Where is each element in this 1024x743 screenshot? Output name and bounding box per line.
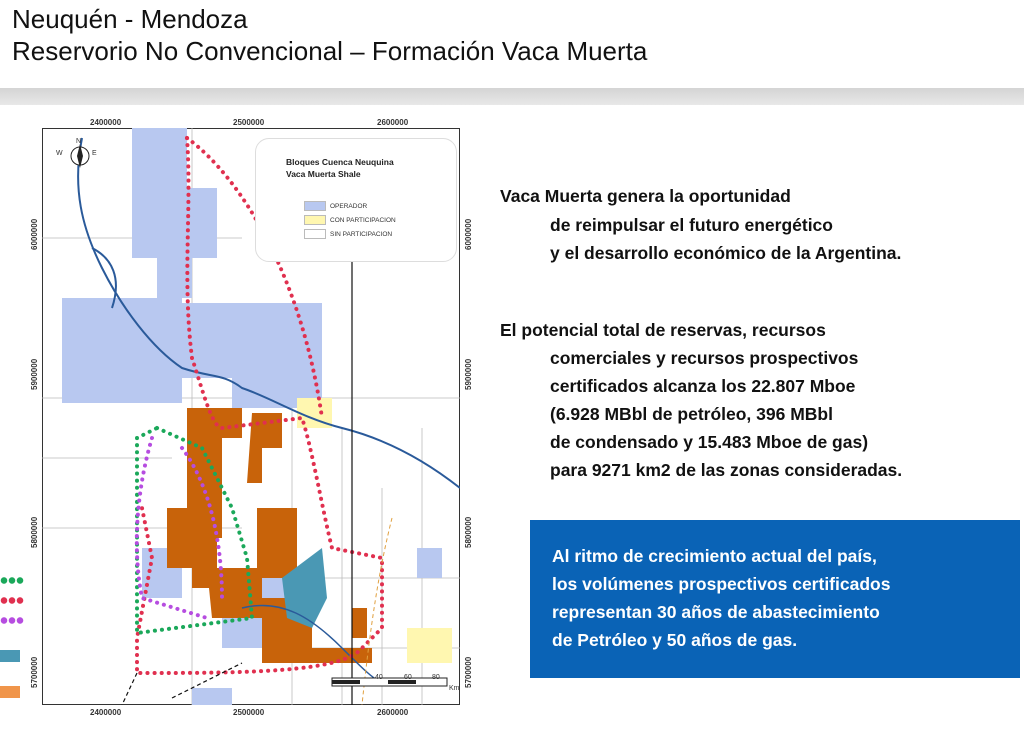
highlight-box [530,520,1020,678]
paragraph-2-line: certificados alcanza los 22.807 Mboe [550,376,856,396]
legend-green-dots [0,577,24,584]
paragraph-2-line: (6.928 MBbl de petróleo, 396 MBbl [550,404,833,424]
paragraph-2-line: de condensado y 15.483 Mboe de gas) [550,432,869,452]
paragraph-1-line: y el desarrollo económico de la Argentina. [550,243,902,263]
y-tick-left: 5700000 [30,656,39,688]
x-tick-bottom: 2600000 [377,708,409,717]
legend-red-dots [0,597,24,604]
scale-label: 40 [375,674,383,681]
compass-e: E [92,150,97,157]
scale-label: 60 [404,674,412,681]
y-tick-right: 5700000 [464,656,473,688]
map-legend [255,138,457,262]
highlight-line: Al ritmo de crecimiento actual del país, [552,546,877,566]
legend-item-operador: OPERADOR [304,201,367,211]
highlight-line: los volúmenes prospectivos certificados [552,574,891,594]
y-tick-right: 5900000 [464,358,473,390]
y-tick-right: 5800000 [464,516,473,548]
y-tick-left: 6000000 [30,218,39,250]
paragraph-2-line: El potencial total de reservas, recursos [500,320,826,340]
title-line-2: Reservorio No Convencional – Formación Vaca Muerta [12,36,648,66]
y-tick-left: 5900000 [30,358,39,390]
paragraph-1-line: de reimpulsar el futuro energético [550,215,833,235]
legend-subtitle: Vaca Muerta Shale [286,169,361,179]
legend-teal-swatch [0,650,20,662]
x-tick-top: 2400000 [90,118,122,127]
header-divider [0,88,1024,105]
scale-bar [332,678,447,686]
highlight-line: representan 30 años de abastecimiento [552,602,880,622]
y-tick-left: 5800000 [30,516,39,548]
legend-item-con-participacion: CON PARTICIPACION [304,215,396,225]
paragraph-2-line: comerciales y recursos prospectivos [550,348,859,368]
x-tick-top: 2600000 [377,118,409,127]
x-tick-bottom: 2500000 [233,708,265,717]
legend-purple-dots [0,617,24,624]
paragraph-1-line: Vaca Muerta genera la oportunidad [500,186,791,206]
compass-n: N [76,138,82,145]
compass-w: W [56,150,63,157]
scale-unit: Km [449,685,460,692]
legend-orange-swatch [0,686,20,698]
legend-title: Bloques Cuenca Neuquina [286,157,394,167]
title-line-1: Neuquén - Mendoza [12,4,248,34]
x-tick-top: 2500000 [233,118,265,127]
scale-label: 80 [432,674,440,681]
x-tick-bottom: 2400000 [90,708,122,717]
legend-item-sin-participacion: SIN PARTICIPACION [304,229,392,239]
y-tick-right: 6000000 [464,218,473,250]
paragraph-2-line: para 9271 km2 de las zonas consideradas. [550,460,903,480]
highlight-line: de Petróleo y 50 años de gas. [552,630,798,650]
